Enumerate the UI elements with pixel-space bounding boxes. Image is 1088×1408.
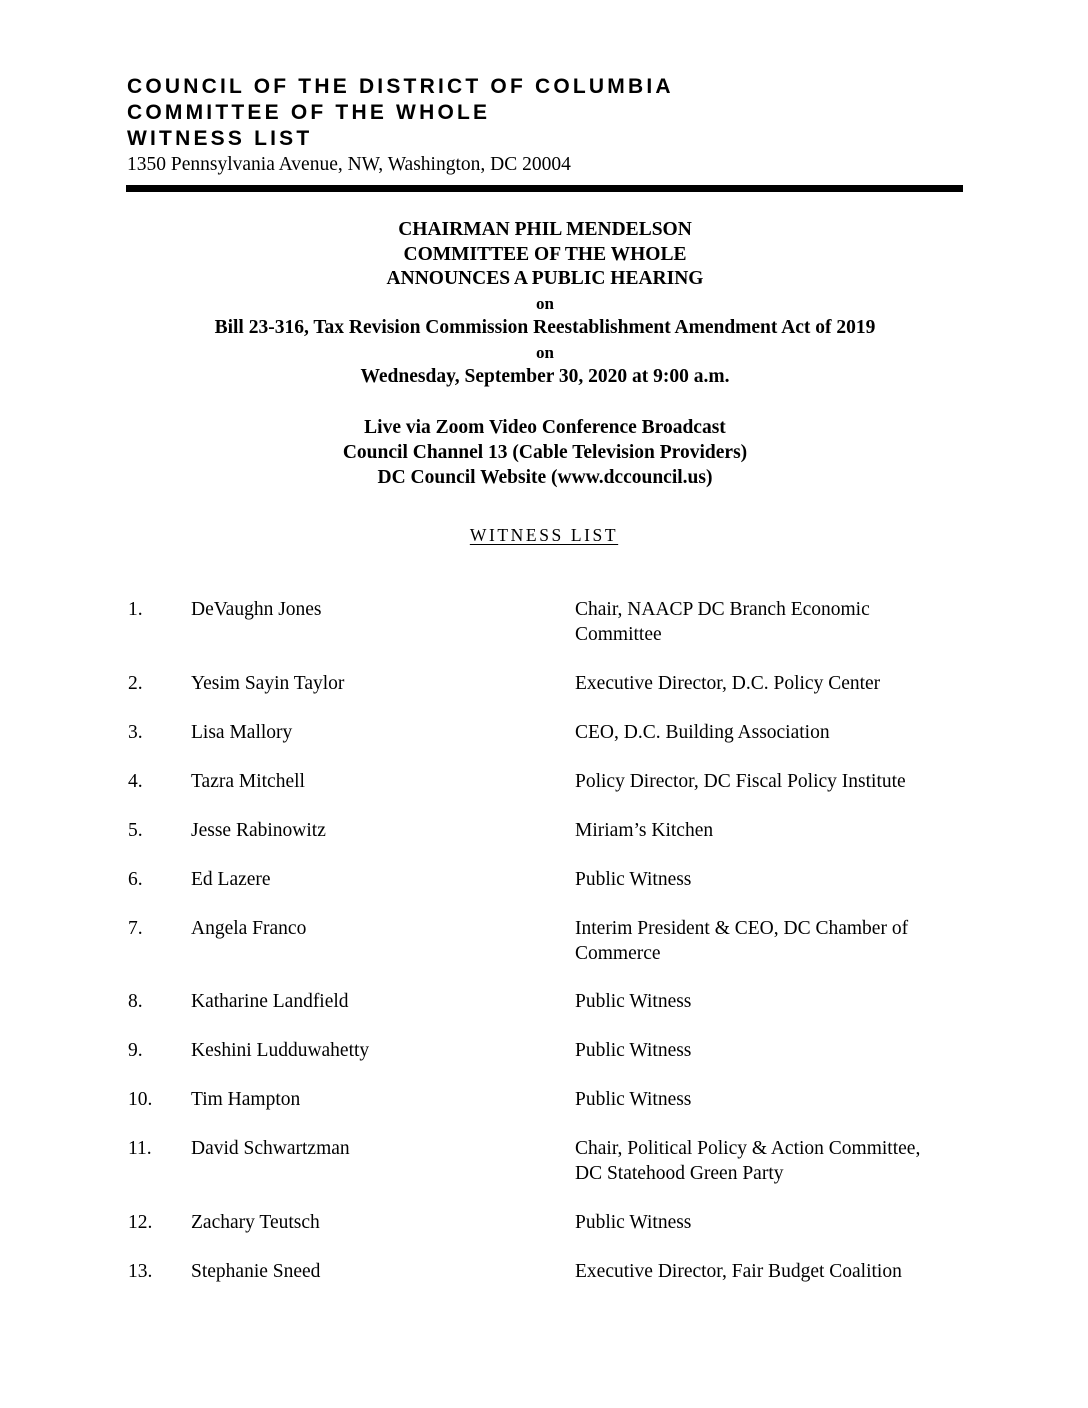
witness-number: 1. [128,599,143,620]
affiliation-line: CEO, D.C. Building Association [575,722,830,743]
witness-number: 10. [128,1089,153,1110]
witness-affiliation [575,672,970,697]
witness-affiliation [575,721,970,746]
witness-number: 9. [128,1040,143,1061]
affiliation-line: Public Witness [575,869,692,890]
witness-name: Katharine Landfield [191,991,349,1012]
witness-number: 2. [128,673,143,694]
on-connector: on [536,293,554,313]
committee-line: COMMITTEE OF THE WHOLE [403,243,687,265]
witness-affiliation [575,1260,970,1285]
witness-affiliation [575,868,970,893]
witness-affiliation [575,1039,970,1064]
council-name: COUNCIL OF THE DISTRICT OF COLUMBIA [127,75,674,98]
affiliation-line: Interim President & CEO, DC Chamber of [575,918,909,939]
hearing-date: Wednesday, September 30, 2020 at 9:00 a.m. [360,366,730,387]
broadcast-channel: Council Channel 13 (Cable Television Providers) [342,442,748,463]
witness-name: Yesim Sayin Taylor [191,673,345,694]
witness-affiliation [575,819,970,844]
witness-list-heading-text: WITNESS LIST [469,525,619,545]
witness-name: Angela Franco [191,918,307,939]
witness-number: 4. [128,771,143,792]
affiliation-line: Public Witness [575,1040,692,1061]
witness-affiliation [575,917,970,966]
witness-list-heading [0,525,1088,546]
affiliation-line: Committee [575,623,662,645]
witness-affiliation [575,770,970,795]
affiliation-line: Public Witness [575,991,692,1012]
announces-line: ANNOUNCES A PUBLIC HEARING [386,268,704,289]
on-connector: on [536,342,554,362]
affiliation-line: Chair, NAACP DC Branch Economic [575,599,870,620]
witness-number: 3. [128,722,143,743]
witness-number: 12. [128,1212,153,1233]
witness-number: 13. [128,1261,153,1282]
witness-affiliation [575,1088,970,1113]
witness-name: Stephanie Sneed [191,1261,321,1282]
affiliation-line: DC Statehood Green Party [575,1162,784,1184]
witness-affiliation [575,1137,970,1186]
broadcast-website: DC Council Website (www.dccouncil.us) [377,467,713,488]
witness-name: Tim Hampton [191,1089,301,1110]
witness-name: Zachary Teutsch [191,1212,320,1233]
witness-name: DeVaughn Jones [191,599,322,620]
broadcast-zoom: Live via Zoom Video Conference Broadcast [364,417,726,438]
letterhead [127,74,963,177]
header-divider [126,185,963,192]
document-type: WITNESS LIST [127,127,313,150]
affiliation-line: Chair, Political Policy & Action Committee, [575,1138,921,1159]
witness-name: Keshini Ludduwahetty [191,1040,370,1061]
witness-name: Ed Lazere [191,869,271,890]
witness-number: 8. [128,991,143,1012]
bill-title: Bill 23-316, Tax Revision Commission Reestablishment Amendment Act of 2019 [214,317,876,338]
affiliation-line: Executive Director, D.C. Policy Center [575,673,881,694]
witness-number: 5. [128,820,143,841]
affiliation-line: Public Witness [575,1212,692,1233]
witness-name: Jesse Rabinowitz [191,820,326,841]
affiliation-line: Commerce [575,942,661,964]
committee-name: COMMITTEE OF THE WHOLE [127,101,491,124]
hearing-announcement [127,218,963,390]
affiliation-line: Policy Director, DC Fiscal Policy Institute [575,771,906,792]
affiliation-line: Executive Director, Fair Budget Coalition [575,1261,902,1282]
affiliation-line: Miriam’s Kitchen [575,820,714,841]
council-address: 1350 Pennsylvania Avenue, NW, Washington, DC 20004 [127,154,571,175]
affiliation-line: Public Witness [575,1089,692,1110]
witness-affiliation [575,1211,970,1236]
witness-number: 7. [128,918,143,939]
witness-number: 11. [128,1138,152,1159]
witness-number: 6. [128,869,143,890]
witness-name: Lisa Mallory [191,722,293,743]
witness-affiliation [575,990,970,1015]
chairman-line: CHAIRMAN PHIL MENDELSON [398,219,692,240]
witness-name: Tazra Mitchell [191,771,305,792]
broadcast-info [127,415,963,490]
witness-affiliation [575,598,970,647]
witness-name: David Schwartzman [191,1138,350,1159]
